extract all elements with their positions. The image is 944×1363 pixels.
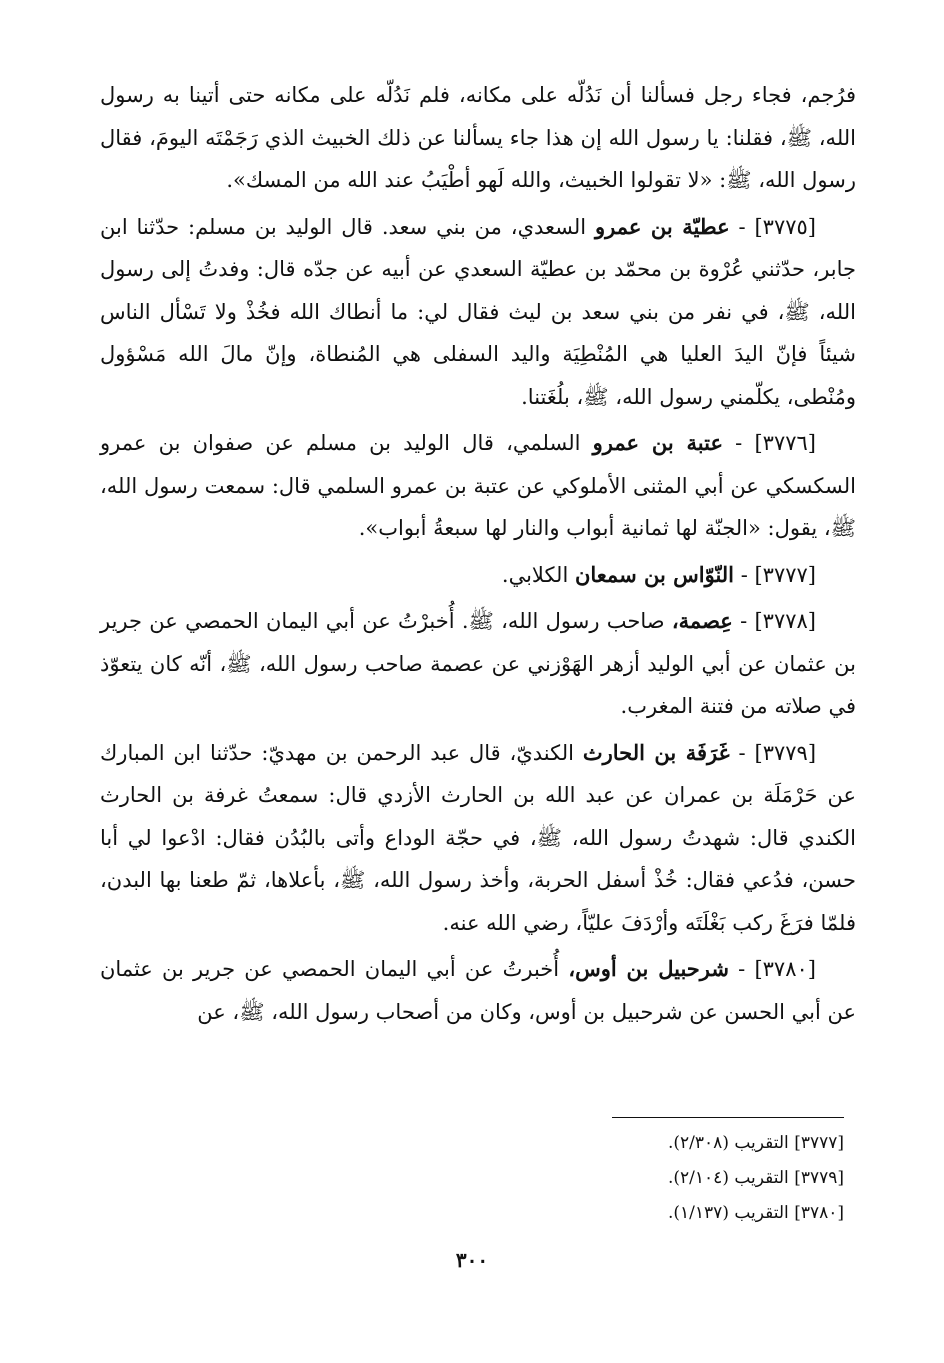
entry-name: شرحبيل بن أوس، xyxy=(568,956,729,981)
footnote-divider xyxy=(612,1117,844,1118)
entry-3775: [٣٧٧٥] - عطيّة بن عمرو السعدي، من بني سعد. قال الوليد بن مسلم: حدّثنا ابن جابر، حدّثني عُرْوة بن محمّد بن عطيّة السعدي عن أبيه عن جدّه قال: وفدتُ إلى رسول الله، ﷺ، في نفر من بني سعد بن ليث فقال لي: ما أنطاك الله فخُذْ ولا تَسْأل الناس شيئاً فإنّ اليدَ العليا هي المُنْطِيَة واليد السفلى هي المُنطاة، وإنّ مالَ الله مَسْؤول ومُنْطى، يكلّمني رسول الله، ﷺ، بلُغَتنا. xyxy=(100,213,857,409)
footnote: [٣٧٧٩] التقريب (٢/١٠٤). xyxy=(668,1168,844,1188)
page-number: ٣٠٠ xyxy=(455,1248,489,1272)
entry-number: [٣٧٧٥] xyxy=(754,214,816,239)
entry-number: [٣٧٧٦] xyxy=(754,431,816,455)
main-text xyxy=(100,74,856,1037)
footnote: [٣٧٨٠] التقريب (١/١٣٧). xyxy=(668,1203,844,1223)
entry-name: النّوّاس بن سمعان xyxy=(574,561,735,587)
entry-number: [٣٧٧٨] xyxy=(754,609,816,633)
footnote: [٣٧٧٧] التقريب (٢/٣٠٨). xyxy=(668,1133,844,1153)
footnotes xyxy=(560,1126,844,1231)
entry-text: الكلابي. xyxy=(501,562,569,587)
entry-name: عِصمة، xyxy=(671,608,733,633)
entry-number: [٣٧٧٩] xyxy=(754,740,817,765)
entry-3778: [٣٧٧٨] - عِصمة، صاحب رسول الله، ﷺ. أُخبرْتُ عن أبي اليمان الحمصي عن جرير بن عثمان عن أبي الوليد أزهر الهَوْزني عن عصمة صاحب رسول الله، ﷺ، أنّه كان يتعوّذ في صلاته من فتنة المغرب. xyxy=(100,608,856,718)
entry-3776: [٣٧٧٦] - عتبة بن عمرو السلمي، قال الوليد بن مسلم عن صفوان بن عمرو السكسكي عن أبي المثنى الأملوكي عن عتبة بن عمرو السلمي قال: سمعت رسول الله، ﷺ، يقول: «الجنّة لها ثمانية أبواب والنار لها سبعةُ أبواب». xyxy=(100,430,856,540)
entry-text: الكنديّ، قال عبد الرحمن بن مهديّ: حدّثنا ابن المبارك عن حَرْمَلَة بن عمران عن عبد الله بن الحارث الأزدي قال: سمعتُ غرفة بن الحارث الكندي قال: شهدتُ رسول الله، ﷺ، في حجّة الوداع وأتى بالبُدُن فقال: ادْعوا لي أبا حسن، فدُعي فقال: خُذْ أسفل الحربة، وأخذ رسول الله، ﷺ، بأعلاها، ثمّ طعنا بها البدن، فلمّا فرَغَ ركب بَغْلَتَه وأرْدَفَ عليّاً، رضي الله عنه. xyxy=(100,740,856,935)
entry-name: غَرَفَة بن الحارث xyxy=(582,739,730,765)
entry-number: [٣٧٨٠] xyxy=(754,957,816,981)
entry-text: صاحب رسول الله، ﷺ. أُخبرْتُ عن أبي اليمان الحمصي عن جرير بن عثمان عن أبي الوليد أزهر الهَوْزني عن عصمة صاحب رسول الله، ﷺ، أنّه كان يتعوّذ في صلاته من فتنة المغرب. xyxy=(100,609,856,718)
entry-text: السعدي، من بني سعد. قال الوليد بن مسلم: حدّثنا ابن جابر، حدّثني عُرْوة بن محمّد بن عطيّة السعدي عن أبيه عن جدّه قال: وفدتُ إلى رسول الله، ﷺ، في نفر من بني سعد بن ليث فقال لي: ما أنطاك الله فخُذْ ولا تَسْأل الناس شيئاً فإنّ اليدَ العليا هي المُنْطِيَة واليد السفلى هي المُنطاة، وإنّ مالَ الله مَسْؤول ومُنْطى، يكلّمني رسول الله، ﷺ، بلُغَتنا. xyxy=(100,214,857,409)
entry-text: السلمي، قال الوليد بن مسلم عن صفوان بن عمرو السكسكي عن أبي المثنى الأملوكي عن عتبة بن عمرو السلمي قال: سمعت رسول الله، ﷺ، يقول: «الجنّة لها ثمانية أبواب والنار لها سبعةُ أبواب». xyxy=(100,431,856,540)
entry-text: أُخبرتُ عن أبي اليمان الحمصي عن جرير بن عثمان عن أبي الحسن عن شرحبيل بن أوس، وكان من أصحاب رسول الله، ﷺ، عن xyxy=(100,957,856,1024)
entry-name: عطيّة بن عمرو xyxy=(595,213,730,239)
entry-3777: [٣٧٧٧] - النّوّاس بن سمعان الكلابي. xyxy=(501,561,816,587)
entry-number: [٣٧٧٧] xyxy=(754,562,816,587)
entry-3779: [٣٧٧٩] - غَرَفَة بن الحارث الكنديّ، قال عبد الرحمن بن مهديّ: حدّثنا ابن المبارك عن حَرْمَلَة بن عمران عن عبد الله بن الحارث الأزدي قال: سمعتُ غرفة بن الحارث الكندي قال: شهدتُ رسول الله، ﷺ، في حجّة الوداع وأتى بالبُدُن فقال: ادْعوا لي أبا حسن، فدُعي فقال: خُذْ أسفل الحربة، وأخذ رسول الله، ﷺ، بأعلاها، ثمّ طعنا بها البدن، فلمّا فرَغَ ركب بَغْلَتَه وأرْدَفَ عليّاً، رضي الله عنه. xyxy=(100,739,856,935)
intro-paragraph: فرُجم، فجاء رجل فسألنا أن نَدُلّه على مكانه، فلم نَدُلّه على مكانه حتى أتينا به رسول الله، ﷺ، فقلنا: يا رسول الله إن هذا جاء يسألنا عن ذلك الخبيث الذي رَجَمْتَه اليومَ، فقال رسول الله، ﷺ: «لا تقولوا الخبيث، والله لَهو أطْيَبُ عند الله من المسك». xyxy=(100,83,856,192)
entry-3780: [٣٧٨٠] - شرحبيل بن أوس، أُخبرتُ عن أبي اليمان الحمصي عن جرير بن عثمان عن أبي الحسن عن شرحبيل بن أوس، وكان من أصحاب رسول الله، ﷺ، عن xyxy=(100,956,856,1024)
entry-name: عتبة بن عمرو xyxy=(592,430,723,455)
